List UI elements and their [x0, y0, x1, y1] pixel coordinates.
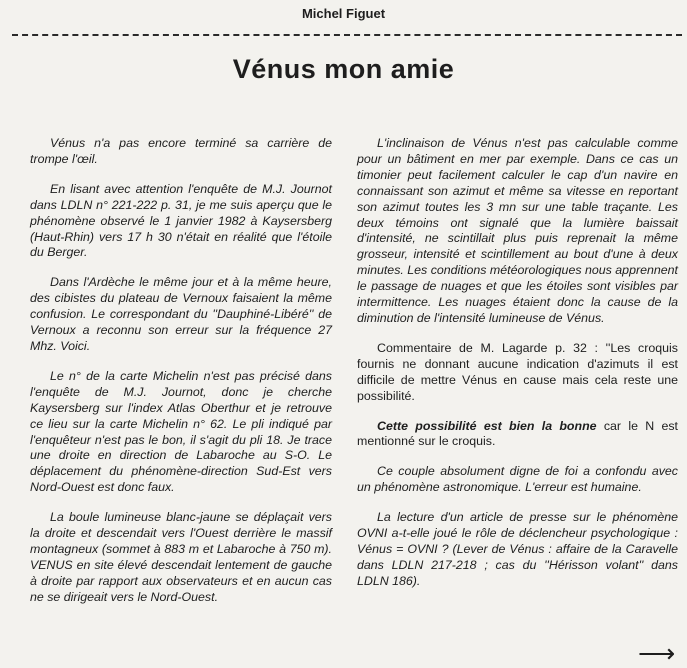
- arrow-right-icon: ⟶: [638, 638, 676, 668]
- paragraph: Commentaire de M. Lagarde p. 32 : ''Les croquis fournis ne donnant aucune indication d'azimuts il est difficile de mettre Vénus en cause mais cela reste une possibilité.: [357, 340, 678, 403]
- article-title: Vénus mon amie: [232, 54, 455, 84]
- paragraph: Vénus n'a pas encore terminé sa carrière de trompe l'œil.: [30, 136, 332, 166]
- left-column: [30, 136, 332, 620]
- paragraph: Dans l'Ardèche le même jour et à la même heure, des cibistes du plateau de Vernoux faisaient la même confusion. Le correspondant du ''Dauphiné-Libéré'' de Vernoux a reconnu son erreur sur la fréquence 27 Mhz. Voici.: [30, 275, 332, 353]
- emphasis-text: Cette possibilité est bien la bonne: [377, 418, 597, 433]
- header-divider: [12, 34, 682, 36]
- paragraph: [357, 419, 678, 451]
- paragraph-text: car le N est mentionné sur le croquis.: [357, 418, 678, 449]
- paragraph: Le n° de la carte Michelin n'est pas précisé dans l'enquête de M.J. Journot, donc je cherche Kaysersberg sur l'index Atlas Oberthur et je retrouve ce lieu sur la carte Michelin n° 62. Le pli indiqué par l'enquêteur n'est pas le bon, il s'agit du pli 18. Je trace une droite en direction de Labaroche au S-O. Le déplacement du phénomène-direction Sud-Est vers Nord-Ouest est donc faux.: [30, 368, 332, 495]
- right-column: [357, 136, 678, 604]
- paragraph: La lecture d'un article de presse sur le phénomène OVNI a-t-elle joué le rôle de déclencheur psychologique : Vénus = OVNI ? (Lever de Vénus : affaire de la Caravelle dans LDLN 217-218 ; cas du ''Hérisson volant'' dans LDLN 186).: [357, 510, 678, 588]
- paragraph: La boule lumineuse blanc-jaune se déplaçait vers la droite et descendait vers l'Ouest derrière le massif montagneux (sommet à 883 m et Labaroche à 750 m). VENUS en site élevé descendait lentement de gauche à droite par rapport aux observateurs et en aucun cas ne se dirigeait vers le Nord-Ouest.: [30, 510, 332, 604]
- paragraph: L'inclinaison de Vénus n'est pas calculable comme pour un bâtiment en mer par exemple. Dans ce cas un timonier peut facilement calculer le cap d'un navire en connaissant son azimut et même sa vitesse en reportant son azimut toutes les 3 mn sur une table traçante. Les deux témoins ont signalé que la lumière baissait d'intensité, ne scintillait plus puis reprenait la même grosseur, intensité et scintillement au bout d'une à deux minutes. Les conditions météorologiques nous apprennent le passage de nuages et que les étoiles sont visibles par intermittence. Les nuages étaient donc la cause de la diminution de l'intensité lumineuse de Vénus.: [357, 136, 678, 325]
- paragraph: En lisant avec attention l'enquête de M.J. Journot dans LDLN n° 221-222 p. 31, je me suis aperçu que le phénomène observé le 1 janvier 1982 à Kaysersberg (Haut-Rhin) vers 17 h 30 n'était en réalité que l'étoile du Berger.: [30, 181, 332, 260]
- paragraph: Ce couple absolument digne de foi a confondu avec un phénomène astronomique. L'erreur est humaine.: [357, 464, 678, 495]
- author-name: Michel Figuet: [301, 6, 386, 21]
